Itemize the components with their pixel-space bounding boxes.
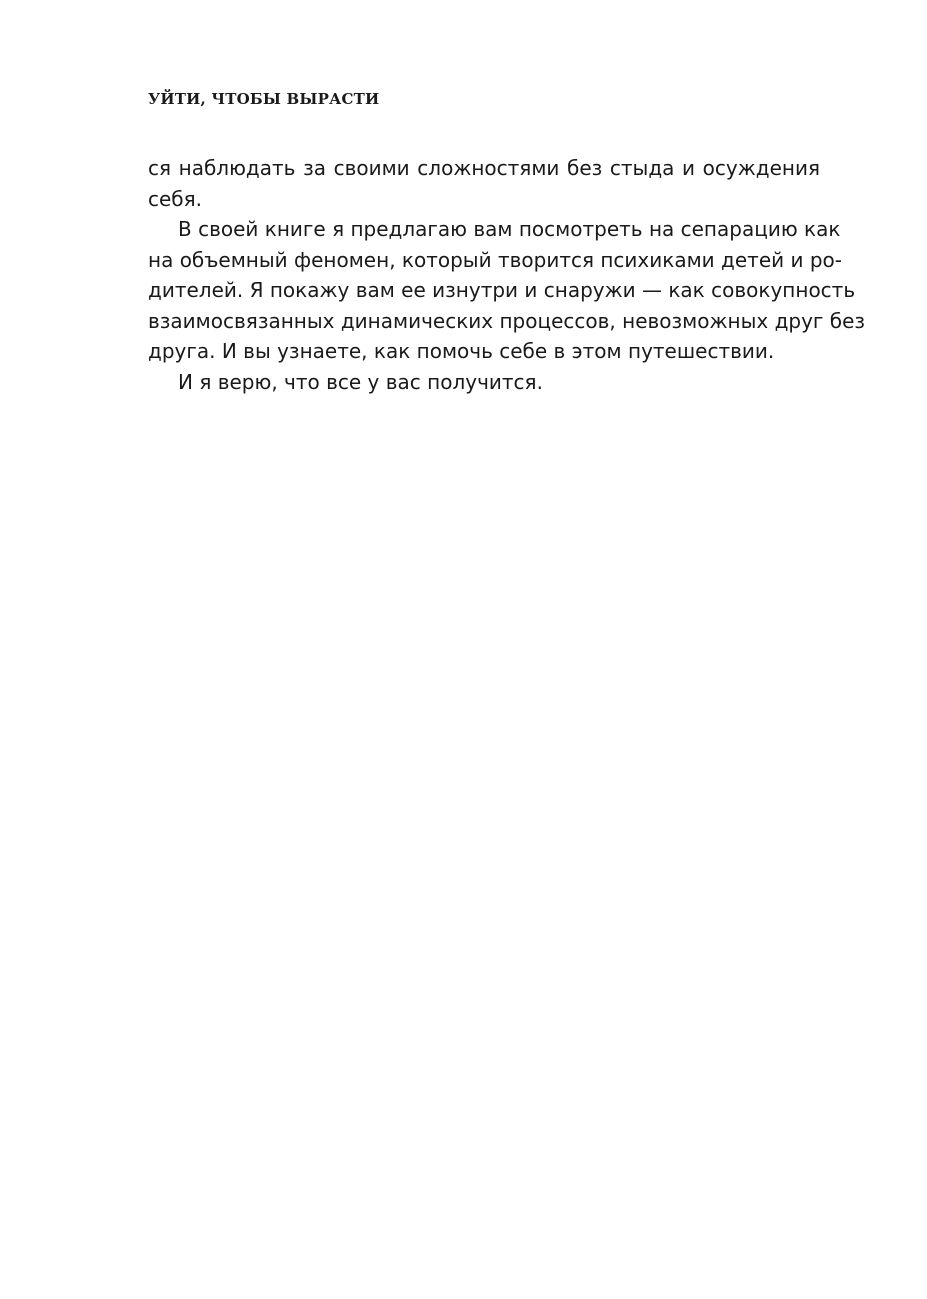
text-line: себя. <box>148 186 203 211</box>
text-line: друга. И вы узнаете, как помочь себе в этом путешествии. <box>148 339 775 363</box>
text-line: на объемный феномен, который творится психиками детей и ро- <box>148 247 842 272</box>
text-line: взаимосвязанных динамических процессов, невозможных друг без <box>148 308 866 333</box>
running-title: УЙТИ, ЧТОБЫ ВЫРАСТИ <box>148 90 380 108</box>
body-text <box>148 153 866 397</box>
text-line: дителей. Я покажу вам ее изнутри и снаружи — как совокупность <box>148 278 856 302</box>
text-line: ся наблюдать за своими сложностями без стыда и осуждения <box>148 156 820 180</box>
text-line: И я верю, что все у вас получится. <box>178 369 543 394</box>
text-line: В своей книге я предлагаю вам посмотреть на сепарацию как <box>178 217 841 241</box>
